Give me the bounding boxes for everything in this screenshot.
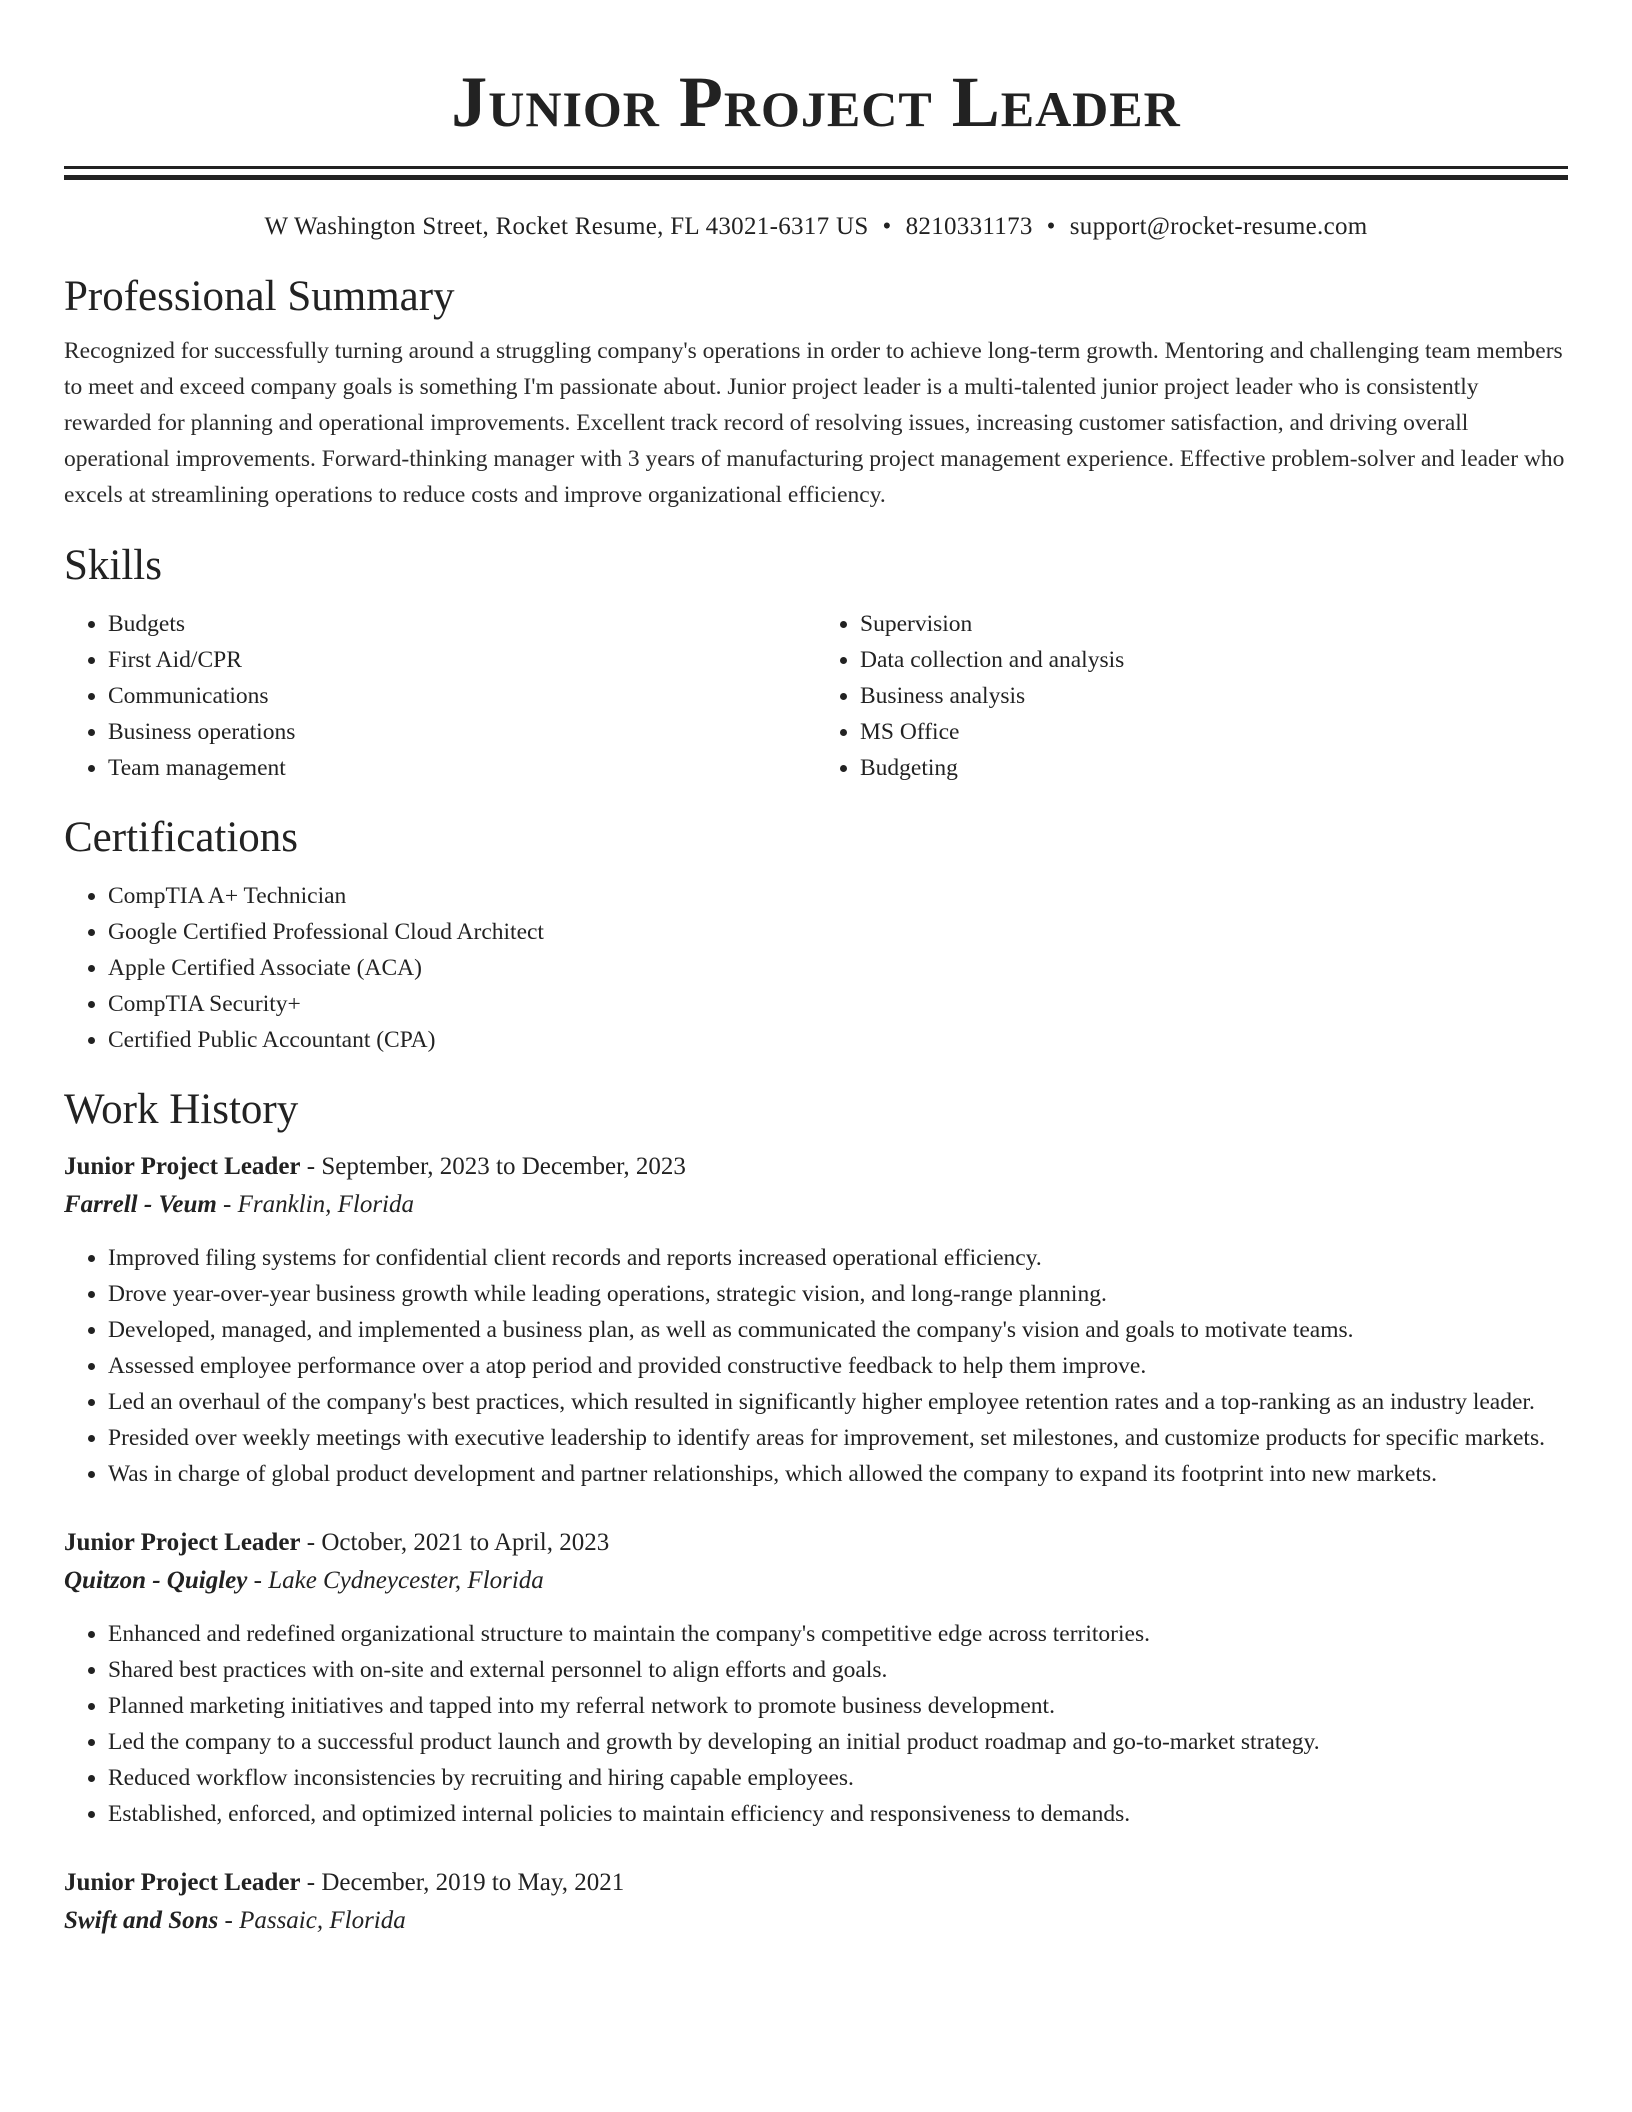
skills-heading: Skills [64, 542, 162, 589]
job-company-line: Quitzon - Quigley - Lake Cydneycester, Florida [64, 1567, 544, 1594]
job-dates: October, 2021 to April, 2023 [321, 1529, 610, 1556]
certifications-section [64, 812, 1568, 1058]
skills-list-left [64, 606, 816, 786]
resume-name: Junior Project Leader [451, 62, 1181, 142]
job-title-line: Junior Project Leader - December, 2019 to May, 2021 [64, 1869, 625, 1896]
job-location: Franklin, Florida [237, 1191, 415, 1218]
skill-item: • Data collection and analysis [860, 642, 1568, 678]
job-bullet: • Shared best practices with on-site and external personnel to align efforts and goals. [108, 1652, 1568, 1688]
summary-section [64, 271, 1568, 513]
certification-item: • CompTIA Security+ [108, 986, 1568, 1022]
skill-item: • Business operations [108, 714, 816, 750]
contact-email: support@rocket-resume.com [1069, 213, 1368, 240]
skill-item: • Budgets [108, 606, 816, 642]
job-bullet: • Led the company to a successful product launch and growth by developing an initial product roadmap and go-to-market strategy. [108, 1724, 1568, 1760]
skill-item: • MS Office [860, 714, 1568, 750]
job-company-line: Farrell - Veum - Franklin, Florida [64, 1191, 415, 1218]
summary-heading: Professional Summary [64, 273, 455, 320]
resume-content [64, 0, 1568, 1940]
skill-item: • Budgeting [860, 750, 1568, 786]
job-company-line: Swift and Sons - Passaic, Florida [64, 1907, 406, 1934]
job-entry [64, 1524, 1568, 1832]
job-dates: December, 2019 to May, 2021 [321, 1869, 625, 1896]
header-divider-thick [64, 175, 1568, 180]
job-company: Farrell - Veum [64, 1191, 217, 1218]
skill-item: • Supervision [860, 606, 1568, 642]
certification-item: • CompTIA A+ Technician [108, 878, 1568, 914]
contact-address: W Washington Street, Rocket Resume, FL 43021-6317 US [264, 213, 869, 240]
job-bullets [64, 1240, 1568, 1492]
certifications-heading: Certifications [64, 814, 299, 861]
job-title-line: Junior Project Leader - October, 2021 to April, 2023 [64, 1529, 610, 1556]
certifications-list [64, 878, 1568, 1058]
job-bullet: • Led an overhaul of the company's best practices, which resulted in significantly higher employee retention rates and a top-ranking as an industry leader. [108, 1384, 1568, 1420]
job-company: Swift and Sons [64, 1907, 219, 1934]
job-bullet: • Planned marketing initiatives and tapped into my referral network to promote business development. [108, 1688, 1568, 1724]
job-location: Passaic, Florida [239, 1907, 406, 1934]
job-entry [64, 1864, 1568, 1940]
job-title-line: Junior Project Leader - September, 2023 to December, 2023 [64, 1153, 686, 1180]
job-bullet: • Established, enforced, and optimized internal policies to maintain efficiency and responsiveness to demands. [108, 1796, 1568, 1832]
contact-separator: • [1046, 213, 1056, 240]
skills-section [64, 540, 1568, 786]
job-dates: September, 2023 to December, 2023 [321, 1153, 686, 1180]
job-title: Junior Project Leader [64, 1529, 301, 1556]
job-title: Junior Project Leader [64, 1153, 301, 1180]
work-history-heading: Work History [64, 1086, 299, 1133]
skill-item: • Communications [108, 678, 816, 714]
job-bullet: • Developed, managed, and implemented a business plan, as well as communicated the company's vision and goals to motivate teams. [108, 1312, 1568, 1348]
job-bullet: • Enhanced and redefined organizational structure to maintain the company's competitive edge across territories. [108, 1616, 1568, 1652]
job-bullet: • Reduced workflow inconsistencies by recruiting and hiring capable employees. [108, 1760, 1568, 1796]
skills-list-right [816, 606, 1568, 786]
job-bullet: • Assessed employee performance over a atop period and provided constructive feedback to help them improve. [108, 1348, 1568, 1384]
skills-columns [64, 606, 1568, 786]
job-location: Lake Cydneycester, Florida [268, 1567, 544, 1594]
job-bullet: • Drove year-over-year business growth while leading operations, strategic vision, and long-range planning. [108, 1276, 1568, 1312]
work-history-section [64, 1084, 1568, 1940]
job-company: Quitzon - Quigley [64, 1567, 248, 1594]
contact-line [64, 211, 1568, 243]
job-bullets [64, 1616, 1568, 1832]
skill-item: • Business analysis [860, 678, 1568, 714]
header-divider-thin [64, 166, 1568, 169]
contact-separator: • [882, 213, 892, 240]
summary-text: Recognized for successfully turning around a struggling company's operations in order to achieve long-term growth. Mentoring and challenging team members to meet and exceed company goals is something I'm passionate about. Junior project leader is a multi-talented junior project leader who is consistently rewarded for planning and operational improvements. Excellent track record of resolving issues, increasing customer satisfaction, and driving overall operational improvements. Forward-thinking manager with 3 years of manufacturing project management experience. Effective problem-solver and leader who excels at streamlining operations to reduce costs and improve organizational efficiency. [64, 338, 1565, 508]
job-title: Junior Project Leader [64, 1869, 301, 1896]
job-bullet: • Improved filing systems for confidential client records and reports increased operational efficiency. [108, 1240, 1568, 1276]
certification-item: • Apple Certified Associate (ACA) [108, 950, 1568, 986]
job-bullet: • Presided over weekly meetings with executive leadership to identify areas for improvement, set milestones, and customize products for specific markets. [108, 1420, 1568, 1456]
certification-item: • Certified Public Accountant (CPA) [108, 1022, 1568, 1058]
job-bullet: • Was in charge of global product development and partner relationships, which allowed the company to expand its footprint into new markets. [108, 1456, 1568, 1492]
job-entry [64, 1148, 1568, 1492]
skill-item: • First Aid/CPR [108, 642, 816, 678]
skill-item: • Team management [108, 750, 816, 786]
contact-phone: 8210331173 [905, 213, 1033, 240]
certification-item: • Google Certified Professional Cloud Architect [108, 914, 1568, 950]
